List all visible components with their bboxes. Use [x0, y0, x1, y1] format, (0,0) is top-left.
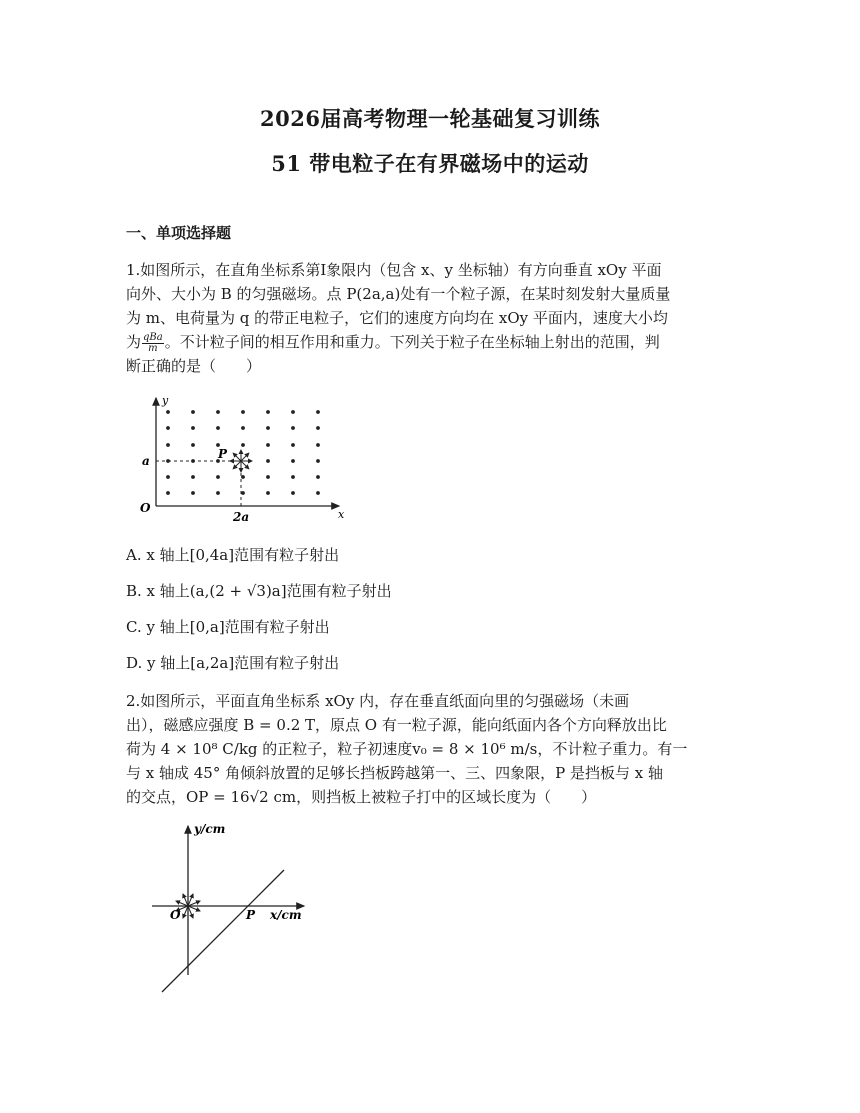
q2-line: 出），磁感应强度 B = 0.2 T，原点 O 有一粒子源，能向纸面内各个方向释放出比 — [126, 716, 667, 734]
field-dot — [266, 491, 270, 495]
q1-label-p: P — [218, 447, 228, 461]
q2-line: 荷为 4 × 10⁸ C/kg 的正粒子，粒子初速度v₀ = 8 × 10⁶ m/s，不计粒子重力。有一 — [126, 740, 688, 758]
field-dot — [291, 475, 295, 479]
field-dot — [316, 410, 320, 414]
q1-label-o: O — [140, 501, 151, 515]
field-dot — [166, 443, 170, 447]
field-dot — [241, 475, 245, 479]
q2-line: 2.如图所示，平面直角坐标系 xOy 内，存在垂直纸面向里的匀强磁场（未画 — [126, 692, 630, 710]
field-dot — [241, 410, 245, 414]
section-heading: 一、单项选择题 — [126, 224, 232, 242]
field-dot — [241, 426, 245, 430]
page-title: 2026届高考物理一轮基础复习训练 — [260, 106, 600, 131]
field-dot — [166, 426, 170, 430]
q2-label-o: O — [170, 908, 181, 922]
option-a: A. x 轴上[0,4a]范围有粒子射出 — [126, 546, 340, 564]
velocity-arrow — [241, 461, 249, 469]
velocity-arrow — [233, 461, 241, 469]
field-dot — [241, 443, 245, 447]
field-dot — [191, 443, 195, 447]
velocity-arrow — [241, 453, 249, 461]
field-dot — [316, 459, 320, 463]
field-dot — [166, 410, 170, 414]
q1-line: 为 m、电荷量为 q 的带正电粒子，它们的速度方向均在 xOy 平面内，速度大小均 — [126, 309, 668, 327]
field-dot — [216, 475, 220, 479]
q1-label-a: a — [142, 454, 150, 468]
q2-label-x: x/cm — [270, 908, 302, 922]
q2-figure — [148, 820, 318, 995]
page-subtitle: 51 带电粒子在有界磁场中的运动 — [271, 151, 589, 176]
field-dot — [216, 491, 220, 495]
q2-line: 与 x 轴成 45° 角倾斜放置的足够长挡板跨越第一、三、四象限，P 是挡板与 x 轴 — [126, 764, 663, 782]
field-dot — [191, 491, 195, 495]
field-dot — [316, 443, 320, 447]
field-dot — [266, 410, 270, 414]
q2-label-y: y/cm — [194, 822, 226, 836]
field-dot — [291, 410, 295, 414]
q1-line — [126, 330, 746, 354]
field-dot — [166, 475, 170, 479]
field-dot — [166, 491, 170, 495]
field-dot — [291, 491, 295, 495]
field-dot — [266, 475, 270, 479]
fraction — [142, 333, 164, 354]
fraction-numerator: qBa — [143, 331, 163, 343]
option-b: B. x 轴上(a,(2 + √3)a]范围有粒子射出 — [126, 582, 392, 600]
q1-figure — [136, 392, 351, 527]
field-dot — [316, 491, 320, 495]
velocity-arrow — [233, 453, 241, 461]
fraction-denominator: m — [148, 342, 158, 354]
q2-line: 的交点，OP = 16√2 cm，则挡板上被粒子打中的区域长度为（ ） — [126, 788, 597, 806]
option-d: D. y 轴上[a,2a]范围有粒子射出 — [126, 654, 340, 672]
q2-baffle-plate — [162, 870, 284, 992]
q1-field-dots — [166, 410, 320, 495]
field-dot — [316, 475, 320, 479]
option-c: C. y 轴上[0,a]范围有粒子射出 — [126, 618, 330, 636]
q1-label-y: y — [162, 394, 169, 407]
q1-line: 向外、大小为 B 的匀强磁场。点 P(2a,a)处有一个粒子源，在某时刻发射大量质量 — [126, 285, 671, 303]
question-1-stem — [126, 258, 746, 378]
q1-particle-source — [230, 450, 252, 472]
field-dot — [191, 426, 195, 430]
field-dot — [216, 410, 220, 414]
q1-line: 1.如图所示，在直角坐标系第Ⅰ象限内（包含 x、y 坐标轴）有方向垂直 xOy 平面 — [126, 261, 662, 279]
field-dot — [241, 491, 245, 495]
question-2-stem — [126, 689, 746, 809]
field-dot — [266, 459, 270, 463]
field-dot — [191, 410, 195, 414]
q1-label-2a: 2a — [233, 510, 250, 524]
q1-line4-suffix: 。不计粒子间的相互作用和重力。下列关于粒子在坐标轴上射出的范围，判 — [164, 333, 660, 351]
field-dot — [316, 426, 320, 430]
field-dot — [266, 443, 270, 447]
q1-line4-prefix: 为 — [126, 333, 142, 351]
field-dot — [291, 459, 295, 463]
q2-label-p: P — [246, 908, 256, 922]
field-dot — [216, 426, 220, 430]
field-dot — [291, 443, 295, 447]
field-dot — [266, 426, 270, 430]
field-dot — [191, 475, 195, 479]
q1-label-x: x — [338, 508, 345, 521]
q1-line: 断正确的是（ ） — [126, 357, 262, 375]
field-dot — [291, 426, 295, 430]
